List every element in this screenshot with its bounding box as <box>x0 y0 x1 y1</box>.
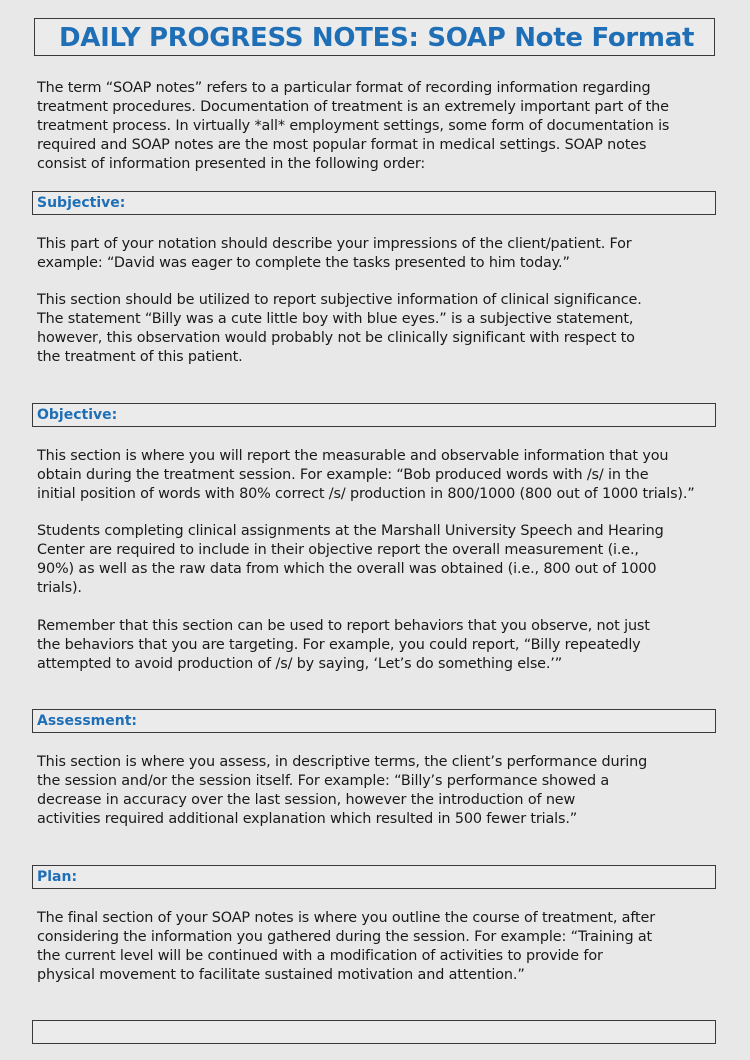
text-line: The term “SOAP notes” refers to a particular format of recording information regarding <box>37 80 651 96</box>
text-line: This section is where you assess, in descriptive terms, the client’s performance during <box>37 754 648 770</box>
objective-paragraph-3 <box>37 617 717 674</box>
subjective-paragraph-1 <box>37 235 717 273</box>
text-line: attempted to avoid production of /s/ by saying, ‘Let’s do something else.’” <box>37 656 563 672</box>
text-line: the current level will be continued with a modification of activities to provide for <box>37 948 603 964</box>
text-line: the treatment of this patient. <box>37 349 243 365</box>
text-line: This part of your notation should describe your impressions of the client/patient. For <box>37 236 632 252</box>
assessment-heading: Assessment: <box>37 713 138 729</box>
plan-heading-box <box>32 865 716 889</box>
text-line: example: “David was eager to complete the tasks presented to him today.” <box>37 255 570 271</box>
text-line: The statement “Billy was a cute little boy with blue eyes.” is a subjective statement, <box>37 311 634 327</box>
text-line: trials). <box>37 580 82 596</box>
objective-paragraph-1 <box>37 447 717 504</box>
text-line: considering the information you gathered during the session. For example: “Training at <box>37 929 653 945</box>
plan-heading: Plan: <box>37 869 78 885</box>
objective-heading-box <box>32 403 716 427</box>
text-line: the behaviors that you are targeting. For example, you could report, “Billy repeatedly <box>37 637 641 653</box>
subjective-heading-box <box>32 191 716 215</box>
assessment-heading-box <box>32 709 716 733</box>
text-line: treatment process. In virtually *all* employment settings, some form of documentation is <box>37 118 670 134</box>
text-line: obtain during the treatment session. For example: “Bob produced words with /s/ in the <box>37 467 649 483</box>
assessment-paragraph <box>37 753 717 829</box>
empty-footer-box <box>32 1020 716 1044</box>
objective-heading: Objective: <box>37 407 118 423</box>
text-line: Students completing clinical assignments at the Marshall University Speech and Hearing <box>37 523 664 539</box>
subjective-heading: Subjective: <box>37 195 126 211</box>
page-title: DAILY PROGRESS NOTES: SOAP Note Format <box>59 23 695 53</box>
text-line: activities required additional explanation which resulted in 500 fewer trials.” <box>37 811 578 827</box>
plan-paragraph <box>37 909 717 985</box>
subjective-paragraph-2 <box>37 291 717 367</box>
text-line: the session and/or the session itself. For example: “Billy’s performance showed a <box>37 773 610 789</box>
text-line: This section is where you will report the measurable and observable information that you <box>37 448 669 464</box>
text-line: 90%) as well as the raw data from which the overall was obtained (i.e., 800 out of 1000 <box>37 561 657 577</box>
text-line: physical movement to facilitate sustained motivation and attention.” <box>37 967 525 983</box>
text-line: decrease in accuracy over the last session, however the introduction of new <box>37 792 576 808</box>
text-line: This section should be utilized to report subjective information of clinical significance. <box>37 292 642 308</box>
text-line: Remember that this section can be used to report behaviors that you observe, not just <box>37 618 650 634</box>
objective-paragraph-2 <box>37 522 717 598</box>
text-line: consist of information presented in the following order: <box>37 156 426 172</box>
text-line: Center are required to include in their objective report the overall measurement (i.e., <box>37 542 639 558</box>
text-line: required and SOAP notes are the most popular format in medical settings. SOAP notes <box>37 137 647 153</box>
text-line: however, this observation would probably not be clinically significant with respect to <box>37 330 635 346</box>
text-line: The final section of your SOAP notes is where you outline the course of treatment, after <box>37 910 655 926</box>
title-box <box>34 18 715 56</box>
intro-paragraph <box>37 79 717 174</box>
text-line: treatment procedures. Documentation of treatment is an extremely important part of the <box>37 99 669 115</box>
text-line: initial position of words with 80% correct /s/ production in 800/1000 (800 out of 1000 trials).” <box>37 486 695 502</box>
